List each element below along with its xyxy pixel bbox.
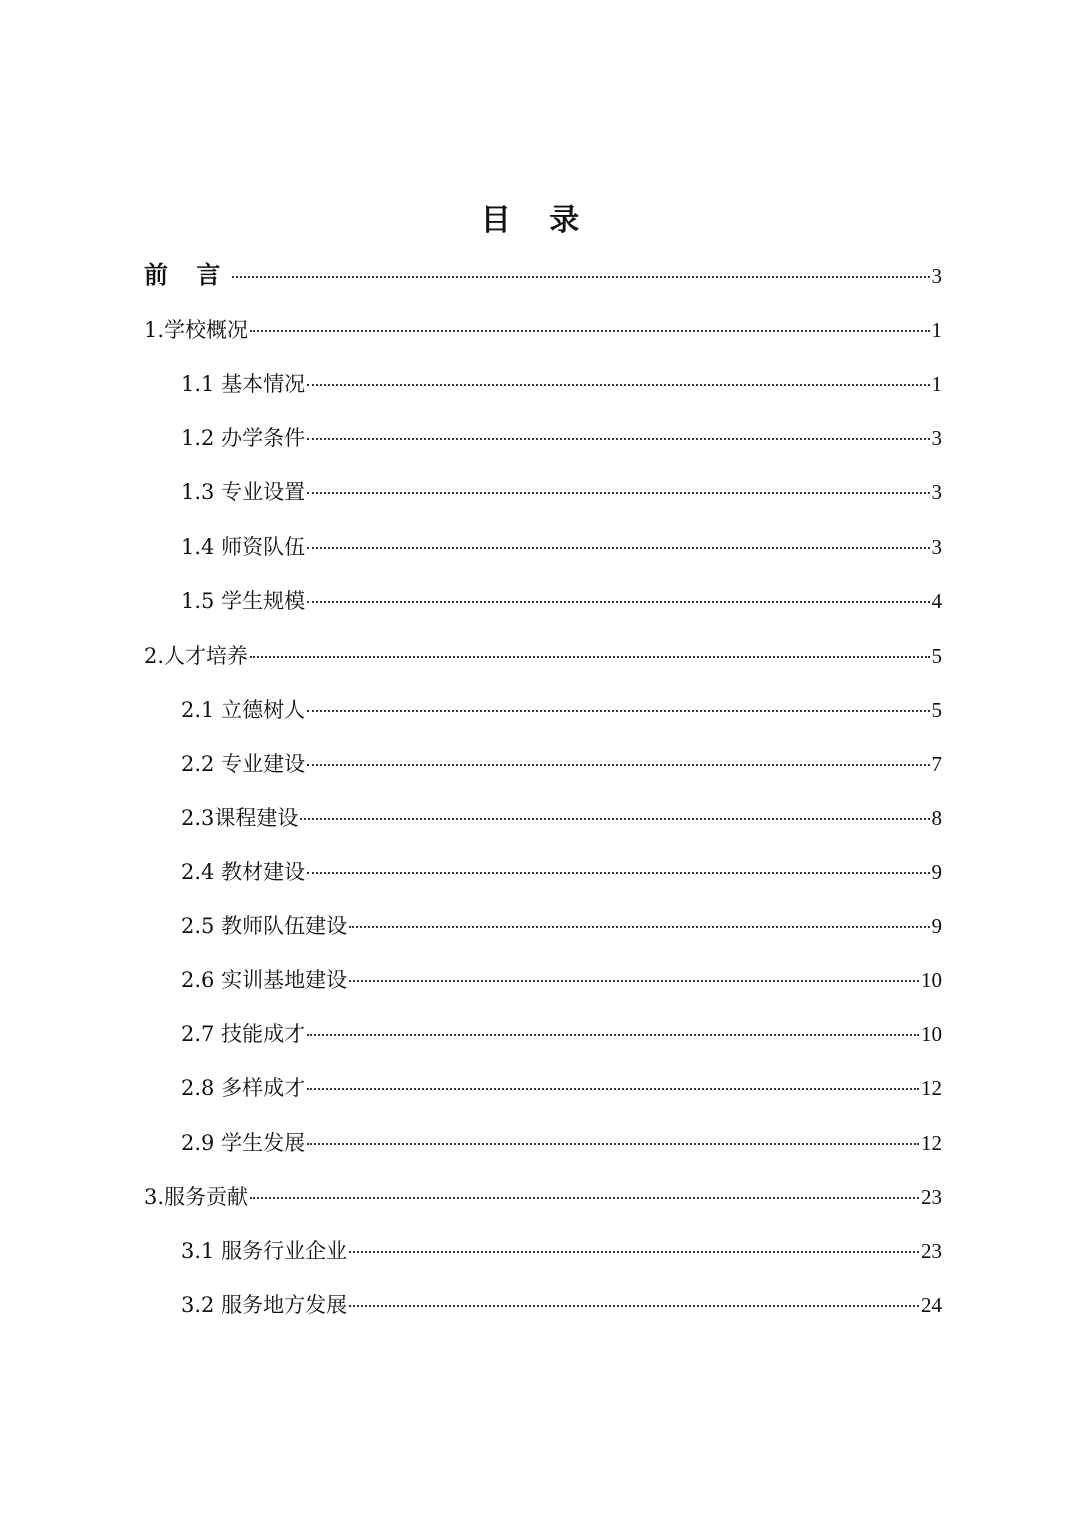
toc-entry-label: 1.5 学生规模 bbox=[181, 589, 306, 613]
toc-entry-label: 1.学校概况 bbox=[144, 318, 249, 342]
toc-entry-2-5[interactable] bbox=[181, 909, 942, 943]
toc-entry-page: 4 bbox=[931, 589, 942, 613]
dot-leader bbox=[349, 926, 929, 928]
dot-leader bbox=[250, 330, 929, 332]
toc-entry-page: 9 bbox=[931, 914, 942, 938]
toc-entry-1-3[interactable] bbox=[181, 475, 942, 509]
toc-entry-2-8[interactable] bbox=[181, 1071, 942, 1105]
toc-entry-page: 1 bbox=[931, 372, 942, 396]
toc-entry-preface[interactable] bbox=[144, 258, 942, 292]
dot-leader bbox=[307, 601, 929, 603]
dot-leader bbox=[300, 818, 929, 820]
toc-entry-label: 2.5 教师队伍建设 bbox=[181, 914, 348, 938]
toc-entry-3-1[interactable] bbox=[181, 1234, 942, 1268]
dot-leader bbox=[307, 492, 929, 494]
dot-leader bbox=[250, 656, 929, 658]
dot-leader bbox=[307, 872, 929, 874]
toc-entry-label: 2.人才培养 bbox=[144, 644, 249, 668]
toc-entry-1-5[interactable] bbox=[181, 584, 942, 618]
toc-entry-label: 前 言 bbox=[144, 260, 231, 289]
toc-entry-page: 12 bbox=[921, 1131, 942, 1155]
dot-leader bbox=[232, 276, 929, 278]
toc-entry-label: 2.2 专业建设 bbox=[181, 752, 306, 776]
toc-entry-page: 3 bbox=[931, 480, 942, 504]
toc-entry-2-4[interactable] bbox=[181, 855, 942, 889]
toc-entry-2-6[interactable] bbox=[181, 963, 942, 997]
toc-entry-2-2[interactable] bbox=[181, 747, 942, 781]
toc-entry-page: 23 bbox=[921, 1185, 942, 1209]
toc-entry-page: 5 bbox=[931, 698, 942, 722]
toc-entry-label: 2.8 多样成才 bbox=[181, 1076, 306, 1100]
toc-entry-1-4[interactable] bbox=[181, 530, 942, 564]
toc-entry-page: 5 bbox=[931, 644, 942, 668]
dot-leader bbox=[349, 980, 919, 982]
dot-leader bbox=[349, 1251, 919, 1253]
dot-leader bbox=[307, 710, 929, 712]
dot-leader bbox=[307, 1034, 919, 1036]
toc-entry-1[interactable] bbox=[144, 313, 942, 347]
dot-leader bbox=[250, 1197, 919, 1199]
dot-leader bbox=[307, 547, 929, 549]
toc-entry-page: 1 bbox=[931, 318, 942, 342]
dot-leader bbox=[307, 1143, 919, 1145]
toc-entry-label: 1.3 专业设置 bbox=[181, 480, 306, 504]
toc-entry-page: 10 bbox=[921, 968, 942, 992]
dot-leader bbox=[307, 384, 929, 386]
toc-entry-page: 8 bbox=[931, 806, 942, 830]
dot-leader bbox=[307, 438, 929, 440]
toc-entry-2-1[interactable] bbox=[181, 693, 942, 727]
toc-entry-page: 12 bbox=[921, 1076, 942, 1100]
toc-entry-label: 3.服务贡献 bbox=[144, 1185, 249, 1209]
toc-entry-label: 2.1 立德树人 bbox=[181, 698, 306, 722]
toc-title: 目 录 bbox=[480, 203, 594, 238]
toc-entry-label: 2.3课程建设 bbox=[181, 806, 299, 830]
toc-entry-1-2[interactable] bbox=[181, 421, 942, 455]
toc-entry-label: 2.9 学生发展 bbox=[181, 1131, 306, 1155]
toc-entry-label: 2.4 教材建设 bbox=[181, 860, 306, 884]
toc-entry-page: 3 bbox=[931, 264, 942, 288]
toc-entry-label: 3.2 服务地方发展 bbox=[181, 1293, 348, 1317]
toc-entry-page: 9 bbox=[931, 860, 942, 884]
toc-entry-label: 1.2 办学条件 bbox=[181, 426, 306, 450]
toc-entry-3[interactable] bbox=[144, 1180, 942, 1214]
toc-entry-page: 7 bbox=[931, 752, 942, 776]
toc-entry-page: 3 bbox=[931, 535, 942, 559]
toc-entry-page: 24 bbox=[921, 1293, 942, 1317]
toc-entry-page: 10 bbox=[921, 1022, 942, 1046]
toc-entry-2[interactable] bbox=[144, 639, 942, 673]
toc-entry-2-9[interactable] bbox=[181, 1126, 942, 1160]
toc-entry-label: 3.1 服务行业企业 bbox=[181, 1239, 348, 1263]
toc-entry-label: 1.4 师资队伍 bbox=[181, 535, 306, 559]
toc-entry-label: 2.7 技能成才 bbox=[181, 1022, 306, 1046]
toc-entry-2-3[interactable] bbox=[181, 801, 942, 835]
toc-entry-3-2[interactable] bbox=[181, 1288, 942, 1322]
toc-entry-page: 23 bbox=[921, 1239, 942, 1263]
toc-entry-2-7[interactable] bbox=[181, 1017, 942, 1051]
toc-entry-label: 2.6 实训基地建设 bbox=[181, 968, 348, 992]
dot-leader bbox=[307, 764, 929, 766]
dot-leader bbox=[307, 1088, 919, 1090]
toc-entry-1-1[interactable] bbox=[181, 367, 942, 401]
toc-entry-page: 3 bbox=[931, 426, 942, 450]
toc-entry-label: 1.1 基本情况 bbox=[181, 372, 306, 396]
dot-leader bbox=[349, 1305, 919, 1307]
